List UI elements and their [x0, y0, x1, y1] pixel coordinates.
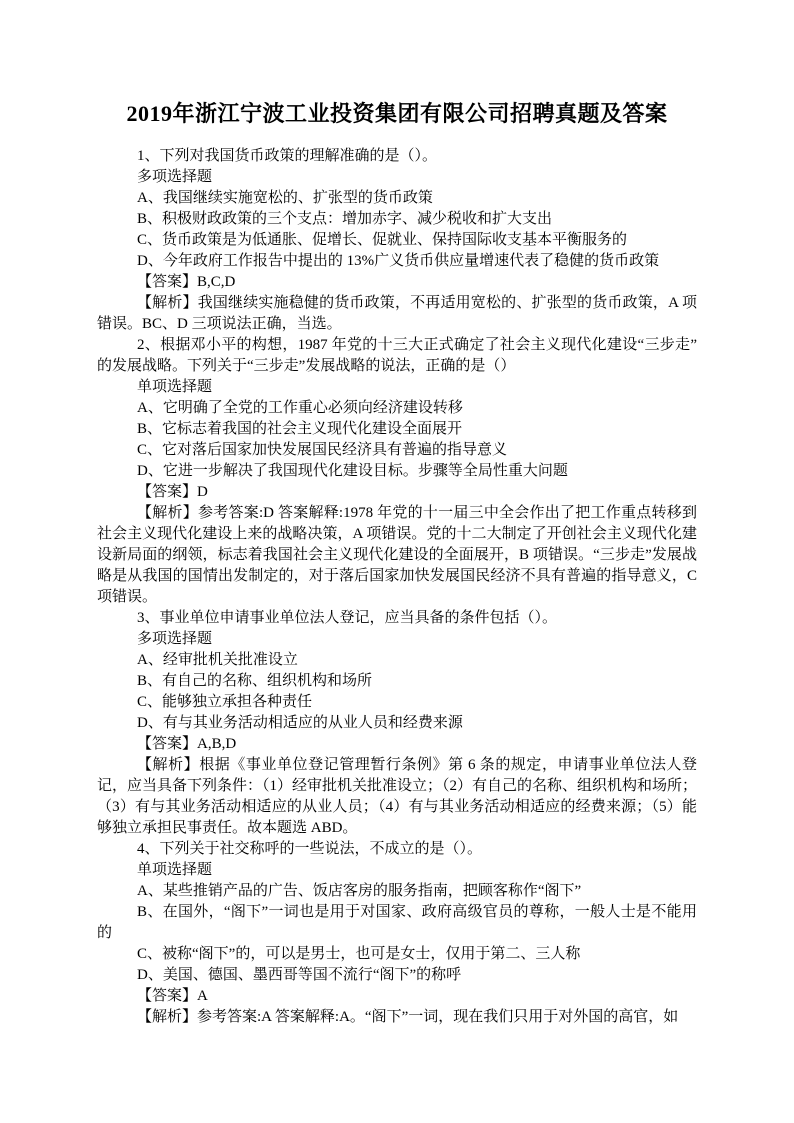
- option-a: A、经审批机关批准设立: [137, 652, 298, 668]
- question-stem: 4、下列关于社交称呼的一些说法，不成立的是（）。: [137, 841, 483, 857]
- answer-value: A: [197, 988, 208, 1004]
- option-c: C、货币政策是为低通胀、促增长、促就业、保持国际收支基本平衡服务的: [137, 232, 628, 248]
- answer-label: 【答案】: [137, 988, 198, 1004]
- question-3-block: [97, 608, 697, 839]
- analysis-line: 【解析】我国继续实施稳健的货币政策，不再适用宽松的、扩张型的货币政策，A 项错误。BC、D 三项说法正确，当选。: [97, 295, 697, 332]
- question-stem: 3、事业单位申请事业单位法人登记，应当具备的条件包括（）。: [137, 610, 558, 626]
- analysis-line: 【解析】根据《事业单位登记管理暂行条例》第 6 条的规定，申请事业单位法人登记，应当具备下列条件：（1）经审批机关批准设立；（2）有自己的名称、组织机构和场所；（3）有与其业务活动相适应的从业人员；（4）有与其业务活动相适应的经费来源；（5）能够独立承担民事责任。故本题选 ABD。: [97, 757, 698, 836]
- analysis-line: 【解析】参考答案:D 答案解释:1978 年党的十一届三中全会作出了把工作重点转移到社会主义现代化建设上来的战略决策，A 项错误。党的十二大制定了开创社会主义现代化建设新局面的纲领，标志着我国社会主义现代化建设的全面展开，B 项错误。“三步走”发展战略是从我国的国情出发制定的，对于落后国家加快发展国民经济不具有普遍的指导意义，C 项错误。: [97, 505, 697, 605]
- answer-line: [97, 986, 697, 1007]
- question-stem: 2、根据邓小平的构想，1987 年党的十三大正式确定了社会主义现代化建设“三步走”的发展战略。下列关于“三步走”发展战略的说法，正确的是（）: [97, 337, 697, 374]
- question-type-label: 多项选择题: [137, 169, 213, 185]
- option-d: D、美国、德国、墨西哥等国不流行“阁下”的称呼: [137, 967, 462, 983]
- analysis-line: 【解析】参考答案:A 答案解释:A。“阁下”一词，现在我们只用于对外国的高官，如: [137, 1009, 679, 1025]
- question-type-label: 多项选择题: [137, 631, 213, 647]
- question-1-block: [97, 146, 697, 335]
- page-title: 2019年浙江宁波工业投资集团有限公司招聘真题及答案: [126, 101, 668, 126]
- answer-label: 【答案】: [137, 484, 198, 500]
- question-2-block: [97, 335, 697, 608]
- question-4-block: [97, 839, 697, 1028]
- option-d: D、它进一步解决了我国现代化建设目标。步骤等全局性重大问题: [137, 463, 568, 479]
- answer-value: B,C,D: [197, 274, 236, 290]
- option-b: B、有自己的名称、组织机构和场所: [137, 673, 373, 689]
- answer-line: [97, 482, 697, 503]
- option-a: A、我国继续实施宽松的、扩张型的货币政策: [137, 190, 433, 206]
- option-b: B、在国外，“阁下”一词也是用于对国家、政府高级官员的尊称，一般人士是不能用的: [97, 904, 697, 941]
- answer-value: A,B,D: [197, 736, 237, 752]
- option-b: B、积极财政政策的三个支点：增加赤字、减少税收和扩大支出: [137, 211, 553, 227]
- option-c: C、被称“阁下”的，可以是男士，也可是女士，仅用于第二、三人称: [137, 946, 581, 962]
- option-a: A、它明确了全党的工作重心必须向经济建设转移: [137, 400, 463, 416]
- option-d: D、有与其业务活动相适应的从业人员和经费来源: [137, 715, 463, 731]
- answer-label: 【答案】: [137, 274, 198, 290]
- answer-label: 【答案】: [137, 736, 198, 752]
- option-c: C、它对落后国家加快发展国民经济具有普遍的指导意义: [137, 442, 508, 458]
- answer-value: D: [197, 484, 208, 500]
- answer-line: [97, 734, 697, 755]
- question-type-label: 单项选择题: [137, 379, 213, 395]
- question-stem: 1、下列对我国货币政策的理解准确的是（）。: [137, 148, 438, 164]
- answer-line: [97, 272, 697, 293]
- option-d: D、今年政府工作报告中提出的 13%广义货币供应量增速代表了稳健的货币政策: [137, 253, 660, 269]
- option-b: B、它标志着我国的社会主义现代化建设全面展开: [137, 421, 463, 437]
- option-c: C、能够独立承担各种责任: [137, 694, 313, 710]
- question-type-label: 单项选择题: [137, 862, 213, 878]
- option-a: A、某些推销产品的广告、饭店客房的服务指南，把顾客称作“阁下”: [137, 883, 582, 899]
